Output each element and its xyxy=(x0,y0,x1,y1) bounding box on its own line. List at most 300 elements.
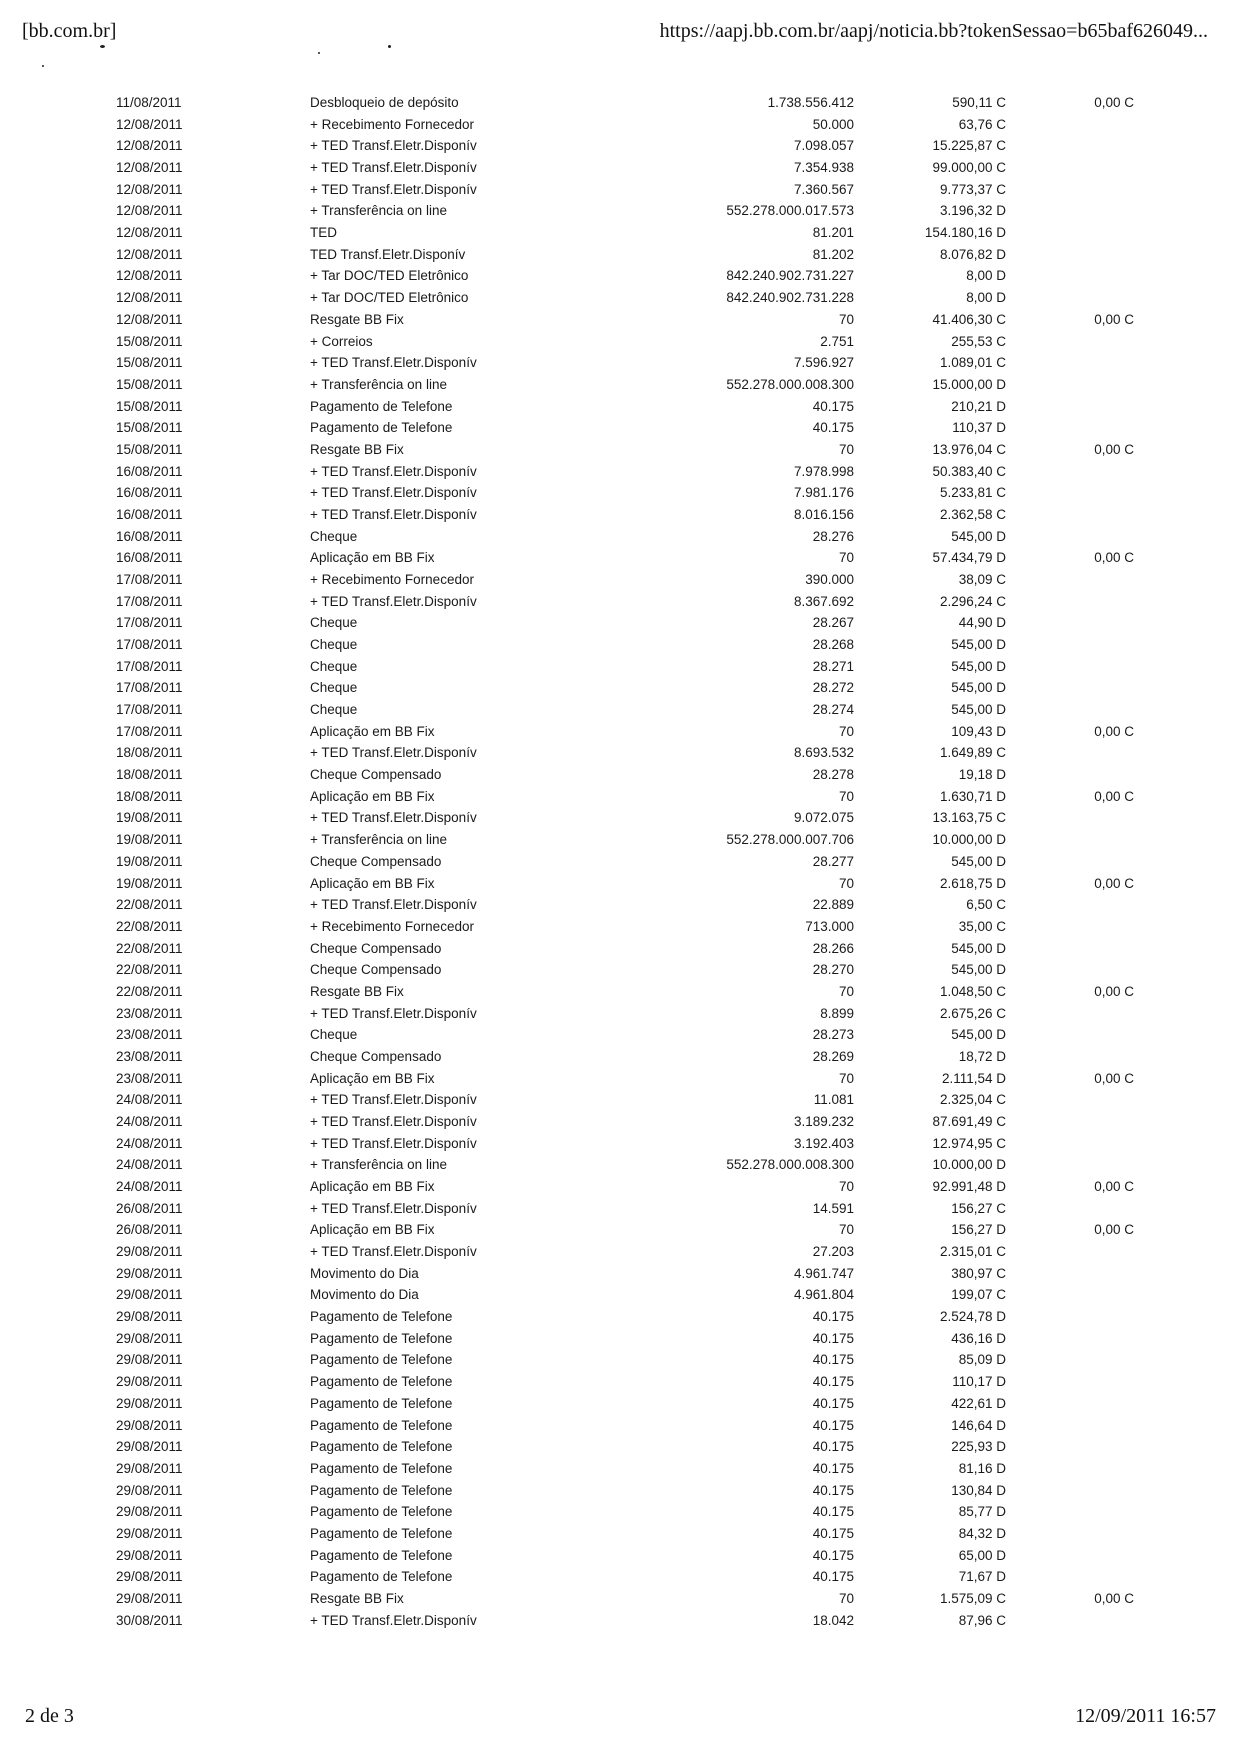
row-description: + Recebimento Fornecedor xyxy=(310,572,474,587)
row-value: 154.180,16 D xyxy=(924,225,1006,241)
row-document: 40.175 xyxy=(812,1417,854,1433)
row-date: 29/08/2011 xyxy=(116,1482,183,1498)
row-description: + TED Transf.Eletr.Disponív xyxy=(310,1244,477,1259)
table-row xyxy=(0,700,1244,720)
row-date: 19/08/2011 xyxy=(116,875,183,891)
row-date: 23/08/2011 xyxy=(116,1027,183,1043)
row-document: 70 xyxy=(838,550,854,566)
row-document: 70 xyxy=(838,1590,854,1606)
row-document: 40.175 xyxy=(812,1482,854,1498)
row-date: 29/08/2011 xyxy=(116,1287,183,1303)
row-description: + TED Transf.Eletr.Disponív xyxy=(310,1612,477,1628)
row-document: 70 xyxy=(838,1179,854,1194)
row-description: Resgate BB Fix xyxy=(310,983,404,999)
row-value: 146,64 D xyxy=(951,1417,1006,1433)
row-date: 29/08/2011 xyxy=(116,1374,183,1390)
row-value: 8.076,82 D xyxy=(939,246,1006,262)
row-value: 1.649,89 C xyxy=(939,745,1006,761)
row-value: 71,67 D xyxy=(958,1569,1006,1585)
table-row xyxy=(0,1502,1244,1522)
row-date: 18/08/2011 xyxy=(116,788,183,804)
row-date: 16/08/2011 xyxy=(116,463,183,479)
row-date: 17/08/2011 xyxy=(116,615,183,631)
table-row xyxy=(0,266,1244,286)
row-description: Cheque xyxy=(310,680,358,696)
row-document: 7.596.927 xyxy=(793,355,854,371)
row-description: + Transferência on line xyxy=(310,832,447,848)
row-date: 16/08/2011 xyxy=(116,506,183,522)
row-date: 12/08/2011 xyxy=(116,311,183,327)
table-row xyxy=(0,310,1244,330)
row-date: 17/08/2011 xyxy=(116,702,183,717)
row-description: Cheque xyxy=(310,615,358,631)
row-description: + TED Transf.Eletr.Disponív xyxy=(310,810,477,826)
row-value: 44,90 D xyxy=(958,615,1006,631)
row-value: 9.773,37 C xyxy=(939,181,1006,197)
row-value: 13.976,04 C xyxy=(932,441,1006,457)
table-row xyxy=(0,375,1244,395)
row-value: 2.315,01 C xyxy=(939,1244,1006,1259)
row-date: 24/08/2011 xyxy=(116,1135,183,1151)
row-value: 8,00 D xyxy=(966,290,1006,306)
table-row xyxy=(0,1155,1244,1175)
row-document: 40.175 xyxy=(812,1439,854,1455)
table-row xyxy=(0,722,1244,742)
row-date: 29/08/2011 xyxy=(116,1395,183,1411)
row-value: 15.225,87 C xyxy=(932,138,1006,154)
table-row xyxy=(0,548,1244,568)
row-description: + TED Transf.Eletr.Disponív xyxy=(310,897,477,913)
row-description: + TED Transf.Eletr.Disponív xyxy=(310,1005,477,1021)
row-date: 15/08/2011 xyxy=(116,441,183,457)
row-date: 11/08/2011 xyxy=(116,95,182,110)
table-row xyxy=(0,397,1244,417)
row-document: 50.000 xyxy=(812,116,854,132)
row-date: 17/08/2011 xyxy=(116,572,183,587)
row-value: 2.111,54 D xyxy=(941,1070,1006,1086)
row-document: 40.175 xyxy=(812,420,854,436)
table-row xyxy=(0,332,1244,352)
row-balance: 0,00 C xyxy=(1094,95,1134,110)
table-row xyxy=(0,765,1244,785)
row-document: 70 xyxy=(838,441,854,457)
row-description: Movimento do Dia xyxy=(310,1287,419,1303)
table-row xyxy=(0,1372,1244,1392)
row-balance: 0,00 C xyxy=(1094,1179,1134,1194)
row-date: 12/08/2011 xyxy=(116,268,183,284)
row-value: 110,37 D xyxy=(952,420,1006,436)
row-document: 40.175 xyxy=(812,1352,854,1368)
row-date: 29/08/2011 xyxy=(116,1352,183,1368)
row-description: Aplicação em BB Fix xyxy=(310,1070,435,1086)
row-value: 545,00 D xyxy=(951,528,1006,544)
row-document: 28.270 xyxy=(812,962,854,978)
table-row xyxy=(0,743,1244,763)
print-datetime: 12/09/2011 16:57 xyxy=(1075,1705,1216,1727)
row-description: Cheque Compensado xyxy=(310,940,442,956)
page-url: https://aapj.bb.com.br/aapj/noticia.bb?tokenSessao=b65baf626049... xyxy=(659,20,1208,42)
row-value: 41.406,30 C xyxy=(932,311,1006,327)
table-row xyxy=(0,418,1244,438)
row-date: 29/08/2011 xyxy=(116,1265,183,1281)
row-value: 1.048,50 C xyxy=(939,983,1006,999)
table-row xyxy=(0,1220,1244,1240)
row-date: 23/08/2011 xyxy=(116,1048,183,1064)
row-description: + Recebimento Fornecedor xyxy=(310,116,474,132)
row-balance: 0,00 C xyxy=(1094,875,1134,891)
row-date: 26/08/2011 xyxy=(116,1200,183,1216)
table-row xyxy=(0,483,1244,503)
row-document: 70 xyxy=(838,723,854,739)
row-document: 40.175 xyxy=(812,1330,854,1346)
row-description: Resgate BB Fix xyxy=(310,1590,404,1606)
row-document: 8.693.532 xyxy=(793,745,854,761)
row-value: 1.089,01 C xyxy=(939,355,1006,371)
row-description: Pagamento de Telefone xyxy=(310,1504,453,1520)
row-value: 3.196,32 D xyxy=(939,203,1006,219)
row-value: 545,00 D xyxy=(951,637,1006,652)
row-value: 10.000,00 D xyxy=(932,1157,1006,1173)
row-value: 2.524,78 D xyxy=(939,1309,1006,1325)
table-row xyxy=(0,223,1244,243)
row-document: 70 xyxy=(838,875,854,891)
row-date: 24/08/2011 xyxy=(116,1092,183,1108)
row-date: 22/08/2011 xyxy=(116,918,183,934)
row-date: 30/08/2011 xyxy=(116,1612,183,1628)
row-description: + TED Transf.Eletr.Disponív xyxy=(310,745,477,761)
row-date: 29/08/2011 xyxy=(116,1525,183,1541)
row-document: 2.751 xyxy=(820,333,854,349)
row-value: 5.233,81 C xyxy=(939,485,1006,501)
row-date: 16/08/2011 xyxy=(116,485,183,501)
row-value: 130,84 D xyxy=(951,1482,1006,1498)
row-description: Pagamento de Telefone xyxy=(310,1330,453,1346)
row-date: 19/08/2011 xyxy=(116,832,183,848)
table-row xyxy=(0,136,1244,156)
row-description: Pagamento de Telefone xyxy=(310,1439,453,1455)
row-document: 7.981.176 xyxy=(793,485,854,501)
row-document: 40.175 xyxy=(812,1569,854,1585)
row-date: 12/08/2011 xyxy=(116,246,183,262)
row-document: 8.899 xyxy=(820,1005,854,1021)
row-document: 70 xyxy=(838,311,854,327)
row-value: 85,09 D xyxy=(958,1352,1006,1368)
row-document: 70 xyxy=(838,983,854,999)
row-document: 28.268 xyxy=(812,637,854,652)
row-date: 17/08/2011 xyxy=(116,680,183,696)
table-row xyxy=(0,592,1244,612)
row-date: 12/08/2011 xyxy=(116,290,183,306)
row-value: 50.383,40 C xyxy=(932,463,1006,479)
row-date: 16/08/2011 xyxy=(116,528,183,544)
row-description: Desbloqueio de depósito xyxy=(310,95,459,110)
row-document: 28.272 xyxy=(812,680,854,696)
row-document: 9.072.075 xyxy=(793,810,854,826)
row-date: 29/08/2011 xyxy=(116,1590,183,1606)
table-row xyxy=(0,1567,1244,1587)
row-value: 199,07 C xyxy=(951,1287,1006,1303)
row-date: 24/08/2011 xyxy=(116,1179,183,1194)
row-description: + TED Transf.Eletr.Disponív xyxy=(310,160,477,175)
row-description: + Transferência on line xyxy=(310,376,447,392)
row-date: 29/08/2011 xyxy=(116,1439,183,1455)
row-description: Pagamento de Telefone xyxy=(310,1569,453,1585)
row-value: 92.991,48 D xyxy=(932,1179,1006,1194)
row-value: 545,00 D xyxy=(951,940,1006,956)
row-description: Pagamento de Telefone xyxy=(310,1482,453,1498)
row-date: 22/08/2011 xyxy=(116,940,183,956)
row-document: 18.042 xyxy=(812,1612,854,1628)
row-description: Aplicação em BB Fix xyxy=(310,788,435,804)
row-value: 545,00 D xyxy=(951,680,1006,696)
row-description: Pagamento de Telefone xyxy=(310,1352,453,1368)
table-row xyxy=(0,115,1244,135)
table-row xyxy=(0,201,1244,221)
row-description: Pagamento de Telefone xyxy=(310,1547,453,1563)
row-date: 17/08/2011 xyxy=(116,658,183,674)
row-description: + TED Transf.Eletr.Disponív xyxy=(310,506,477,522)
row-document: 8.016.156 xyxy=(793,506,854,522)
row-date: 15/08/2011 xyxy=(116,398,183,414)
row-value: 545,00 D xyxy=(951,702,1006,717)
row-date: 15/08/2011 xyxy=(116,355,183,371)
table-row xyxy=(0,1112,1244,1132)
row-value: 225,93 D xyxy=(951,1439,1006,1455)
row-description: + TED Transf.Eletr.Disponív xyxy=(310,181,477,197)
row-date: 17/08/2011 xyxy=(116,723,183,739)
table-row xyxy=(0,1524,1244,1544)
row-document: 390.000 xyxy=(805,572,854,587)
row-value: 63,76 C xyxy=(958,116,1006,132)
row-description: TED Transf.Eletr.Disponív xyxy=(310,246,466,262)
table-row xyxy=(0,1025,1244,1045)
table-row xyxy=(0,657,1244,677)
row-description: Pagamento de Telefone xyxy=(310,1460,453,1476)
row-value: 12.974,95 C xyxy=(932,1135,1006,1151)
table-row xyxy=(0,1177,1244,1197)
row-document: 40.175 xyxy=(812,1395,854,1411)
site-label: [bb.com.br] xyxy=(22,20,117,42)
row-value: 2.296,24 C xyxy=(939,593,1006,609)
row-date: 23/08/2011 xyxy=(116,1070,183,1086)
row-document: 28.269 xyxy=(812,1048,854,1064)
row-value: 10.000,00 D xyxy=(932,832,1006,848)
table-row xyxy=(0,1437,1244,1457)
row-document: 28.267 xyxy=(812,615,854,631)
row-description: + TED Transf.Eletr.Disponív xyxy=(310,1135,477,1151)
row-document: 28.271 xyxy=(812,658,854,674)
row-description: Cheque Compensado xyxy=(310,853,442,869)
row-document: 40.175 xyxy=(812,1504,854,1520)
row-description: Pagamento de Telefone xyxy=(310,1417,453,1433)
row-description: + TED Transf.Eletr.Disponív xyxy=(310,485,477,501)
row-value: 38,09 C xyxy=(958,572,1006,587)
row-document: 7.978.998 xyxy=(793,463,854,479)
row-date: 24/08/2011 xyxy=(116,1157,183,1173)
row-value: 1.630,71 D xyxy=(939,788,1006,804)
table-row xyxy=(0,895,1244,915)
row-value: 65,00 D xyxy=(958,1547,1006,1563)
row-document: 3.192.403 xyxy=(793,1135,854,1151)
row-description: Cheque xyxy=(310,528,358,544)
table-row xyxy=(0,613,1244,633)
row-value: 545,00 D xyxy=(951,1027,1006,1043)
row-description: Pagamento de Telefone xyxy=(310,398,453,414)
row-date: 17/08/2011 xyxy=(116,593,183,609)
table-row xyxy=(0,1459,1244,1479)
row-description: + TED Transf.Eletr.Disponív xyxy=(310,1114,477,1129)
row-description: + TED Transf.Eletr.Disponív xyxy=(310,1200,477,1216)
row-document: 40.175 xyxy=(812,1374,854,1390)
table-row xyxy=(0,570,1244,590)
row-document: 7.354.938 xyxy=(793,160,854,175)
row-date: 19/08/2011 xyxy=(116,810,183,826)
table-row xyxy=(0,1047,1244,1067)
row-value: 13.163,75 C xyxy=(932,810,1006,826)
row-description: + Tar DOC/TED Eletrônico xyxy=(310,290,469,306)
row-value: 380,97 C xyxy=(951,1265,1006,1281)
row-document: 7.098.057 xyxy=(793,138,854,154)
row-balance: 0,00 C xyxy=(1094,1590,1134,1606)
row-date: 26/08/2011 xyxy=(116,1222,183,1238)
row-description: + TED Transf.Eletr.Disponív xyxy=(310,138,477,154)
row-date: 12/08/2011 xyxy=(116,160,183,175)
row-document: 14.591 xyxy=(812,1200,854,1216)
row-description: Cheque Compensado xyxy=(310,1048,442,1064)
table-row xyxy=(0,787,1244,807)
row-description: Resgate BB Fix xyxy=(310,311,404,327)
row-date: 12/08/2011 xyxy=(116,116,183,132)
table-row xyxy=(0,1264,1244,1284)
table-row xyxy=(0,830,1244,850)
row-description: Cheque Compensado xyxy=(310,962,442,978)
row-value: 110,17 D xyxy=(952,1374,1006,1390)
row-document: 3.189.232 xyxy=(793,1114,854,1129)
row-value: 422,61 D xyxy=(951,1395,1006,1411)
row-document: 713.000 xyxy=(805,918,854,934)
row-description: Pagamento de Telefone xyxy=(310,1309,453,1325)
row-date: 19/08/2011 xyxy=(116,853,183,869)
row-document: 552.278.000.008.300 xyxy=(726,376,854,392)
row-document: 7.360.567 xyxy=(793,181,854,197)
row-date: 24/08/2011 xyxy=(116,1114,183,1129)
table-row xyxy=(0,1199,1244,1219)
row-value: 255,53 C xyxy=(951,333,1006,349)
row-date: 12/08/2011 xyxy=(116,225,183,241)
row-description: TED xyxy=(310,225,337,241)
page-counter: 2 de 3 xyxy=(25,1705,74,1727)
table-row xyxy=(0,1546,1244,1566)
row-date: 16/08/2011 xyxy=(116,550,183,566)
row-document: 552.278.000.008.300 xyxy=(726,1157,854,1173)
table-row xyxy=(0,1329,1244,1349)
row-description: Aplicação em BB Fix xyxy=(310,875,435,891)
table-row xyxy=(0,852,1244,872)
row-document: 40.175 xyxy=(812,398,854,414)
row-document: 70 xyxy=(838,1070,854,1086)
row-document: 28.273 xyxy=(812,1027,854,1043)
row-document: 81.202 xyxy=(812,246,854,262)
row-balance: 0,00 C xyxy=(1094,550,1134,566)
table-row xyxy=(0,1285,1244,1305)
table-row xyxy=(0,982,1244,1002)
table-row xyxy=(0,440,1244,460)
row-description: + Tar DOC/TED Eletrônico xyxy=(310,268,469,284)
row-balance: 0,00 C xyxy=(1094,1070,1134,1086)
row-value: 210,21 D xyxy=(951,398,1006,414)
row-value: 15.000,00 D xyxy=(932,376,1006,392)
row-date: 22/08/2011 xyxy=(116,962,183,978)
row-description: + TED Transf.Eletr.Disponív xyxy=(310,1092,477,1108)
table-row xyxy=(0,939,1244,959)
row-description: + TED Transf.Eletr.Disponív xyxy=(310,355,477,371)
row-value: 57.434,79 D xyxy=(932,550,1006,566)
table-row xyxy=(0,1589,1244,1609)
row-document: 842.240.902.731.228 xyxy=(726,290,854,306)
row-document: 28.277 xyxy=(812,853,854,869)
row-value: 87,96 C xyxy=(958,1612,1006,1628)
table-row xyxy=(0,180,1244,200)
row-description: Cheque xyxy=(310,702,358,717)
table-row xyxy=(0,1004,1244,1024)
row-document: 70 xyxy=(838,1222,854,1238)
row-document: 8.367.692 xyxy=(793,593,854,609)
table-row xyxy=(0,1134,1244,1154)
row-value: 19,18 D xyxy=(958,767,1006,783)
table-row xyxy=(0,808,1244,828)
table-row xyxy=(0,245,1244,265)
row-document: 4.961.747 xyxy=(793,1265,854,1281)
table-row xyxy=(0,1350,1244,1370)
table-row xyxy=(0,960,1244,980)
row-date: 29/08/2011 xyxy=(116,1460,183,1476)
row-date: 15/08/2011 xyxy=(116,420,183,436)
table-row xyxy=(0,158,1244,178)
table-row xyxy=(0,1481,1244,1501)
table-row xyxy=(0,1242,1244,1262)
row-date: 15/08/2011 xyxy=(116,376,183,392)
table-row xyxy=(0,874,1244,894)
table-row xyxy=(0,1307,1244,1327)
row-value: 545,00 D xyxy=(951,853,1006,869)
row-date: 12/08/2011 xyxy=(116,203,183,219)
row-description: Pagamento de Telefone xyxy=(310,420,453,436)
row-document: 552.278.000.007.706 xyxy=(726,832,854,848)
row-value: 436,16 D xyxy=(951,1330,1006,1346)
row-description: Pagamento de Telefone xyxy=(310,1395,453,1411)
row-document: 28.266 xyxy=(812,940,854,956)
row-date: 12/08/2011 xyxy=(116,138,183,154)
row-description: Cheque xyxy=(310,637,358,652)
row-date: 22/08/2011 xyxy=(116,897,183,913)
row-document: 40.175 xyxy=(812,1547,854,1563)
row-description: Aplicação em BB Fix xyxy=(310,1222,435,1238)
row-document: 70 xyxy=(838,788,854,804)
row-document: 842.240.902.731.227 xyxy=(726,268,854,284)
table-row xyxy=(0,505,1244,525)
row-description: Movimento do Dia xyxy=(310,1265,419,1281)
row-document: 40.175 xyxy=(812,1309,854,1325)
row-date: 29/08/2011 xyxy=(116,1504,183,1520)
row-balance: 0,00 C xyxy=(1094,788,1134,804)
row-document: 40.175 xyxy=(812,1460,854,1476)
row-description: Cheque xyxy=(310,658,358,674)
row-document: 1.738.556.412 xyxy=(767,95,854,110)
row-document: 552.278.000.017.573 xyxy=(726,203,854,219)
row-document: 81.201 xyxy=(812,225,854,241)
table-row xyxy=(0,93,1244,113)
row-document: 28.278 xyxy=(812,767,854,783)
